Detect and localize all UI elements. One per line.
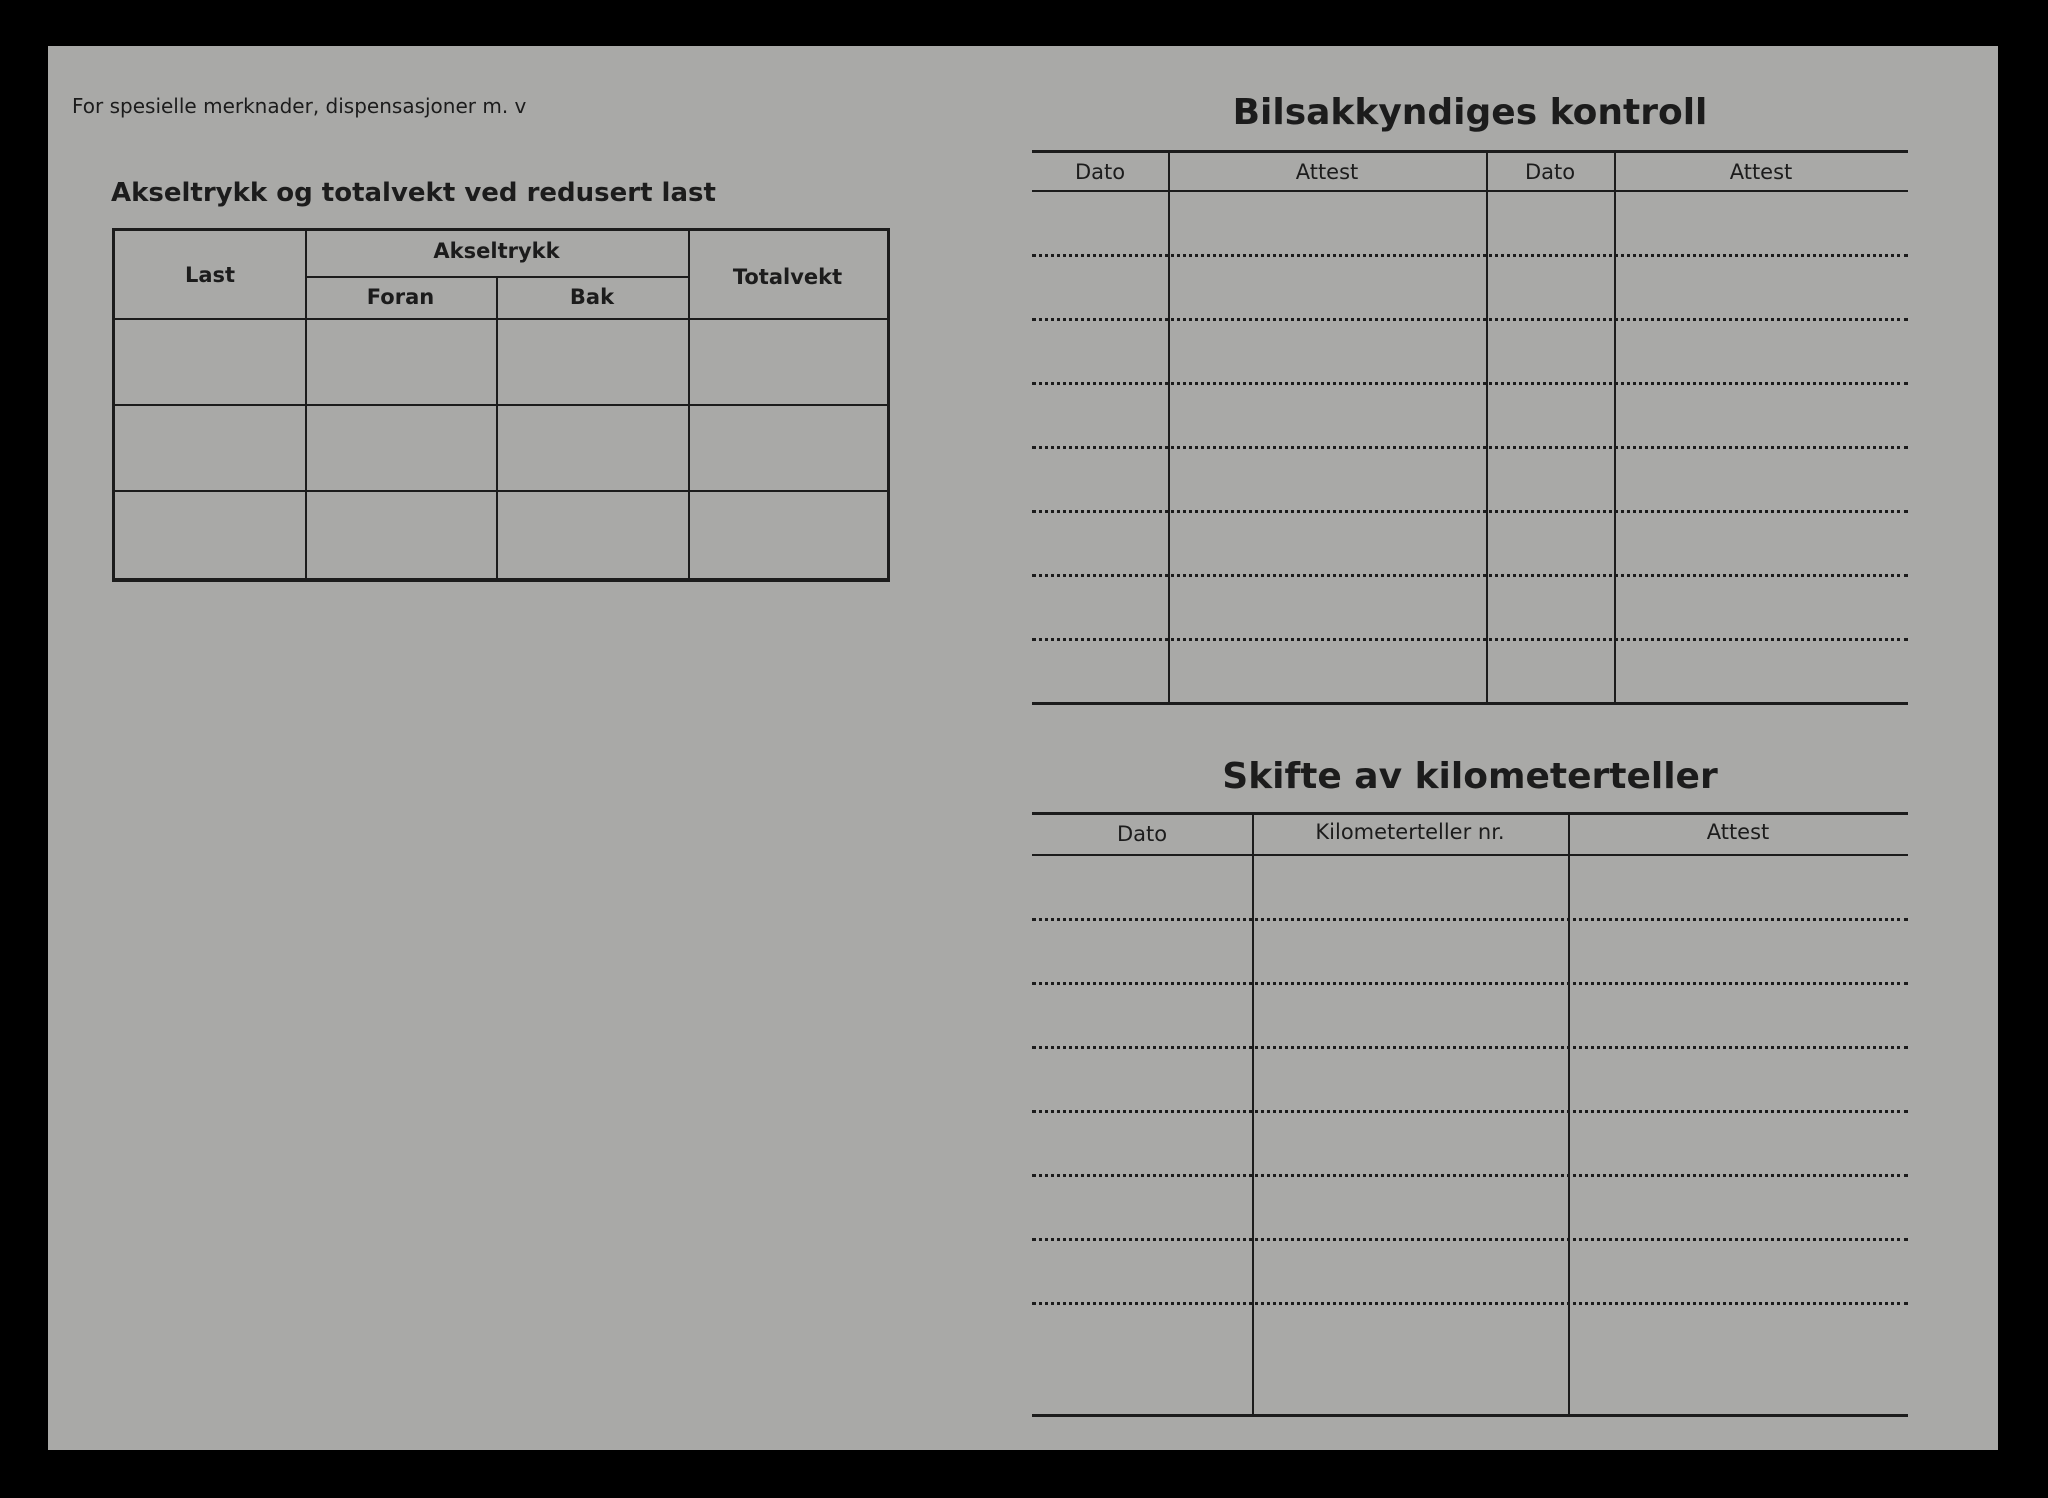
header-bottom-line [1032,854,1908,856]
dotted-row-line [1032,446,1908,449]
notes-label: For spesielle merknader, dispensasjoner m. v [72,94,527,118]
header-dato: Dato [1074,160,1126,184]
table-bottom-line [1032,702,1908,705]
axle-table [112,228,890,582]
dotted-row-line [1032,638,1908,641]
header-kilometerteller: Kilometerteller nr. [1315,820,1505,844]
dotted-row-line [1032,382,1908,385]
table-bottom-line [1032,1414,1908,1417]
column-line [496,278,498,579]
dotted-row-line [1032,1302,1908,1305]
inspection-section-title: Bilsakkyndiges kontroll [1232,92,1708,133]
inspection-table [1032,150,1908,710]
dotted-row-line [1032,1046,1908,1049]
form-sheet [48,46,1998,1450]
dotted-row-line [1032,574,1908,577]
dotted-row-line [1032,254,1908,257]
column-line [1568,812,1570,1416]
header-totalvekt: Totalvekt [732,265,843,289]
header-bak: Bak [569,285,615,309]
column-line [1252,812,1254,1416]
column-line [1614,150,1616,704]
header-attest: Attest [1729,160,1793,184]
dotted-row-line [1032,1110,1908,1113]
odometer-section-title: Skifte av kilometerteller [1222,756,1718,797]
dotted-row-line [1032,982,1908,985]
dotted-row-line [1032,510,1908,513]
header-dato: Dato [1524,160,1576,184]
odometer-table [1032,812,1908,1422]
header-akseltrykk: Akseltrykk [433,239,560,263]
header-bottom-line [1032,190,1908,192]
column-line [688,231,690,579]
dotted-row-line [1032,918,1908,921]
row-line [115,404,887,406]
table-top-line [1032,150,1908,153]
table-top-line [1032,812,1908,815]
header-last: Last [184,263,236,287]
header-attest: Attest [1295,160,1359,184]
dotted-row-line [1032,318,1908,321]
column-line [1486,150,1488,704]
dotted-row-line [1032,1174,1908,1177]
header-foran: Foran [366,285,435,309]
header-attest: Attest [1706,820,1770,844]
row-line [115,490,887,492]
axle-section-title: Akseltrykk og totalvekt ved redusert last [111,178,716,208]
dotted-row-line [1032,1238,1908,1241]
column-line [305,231,307,579]
header-dato: Dato [1116,822,1168,846]
column-line [1168,150,1170,704]
header-bottom-line [115,318,887,320]
